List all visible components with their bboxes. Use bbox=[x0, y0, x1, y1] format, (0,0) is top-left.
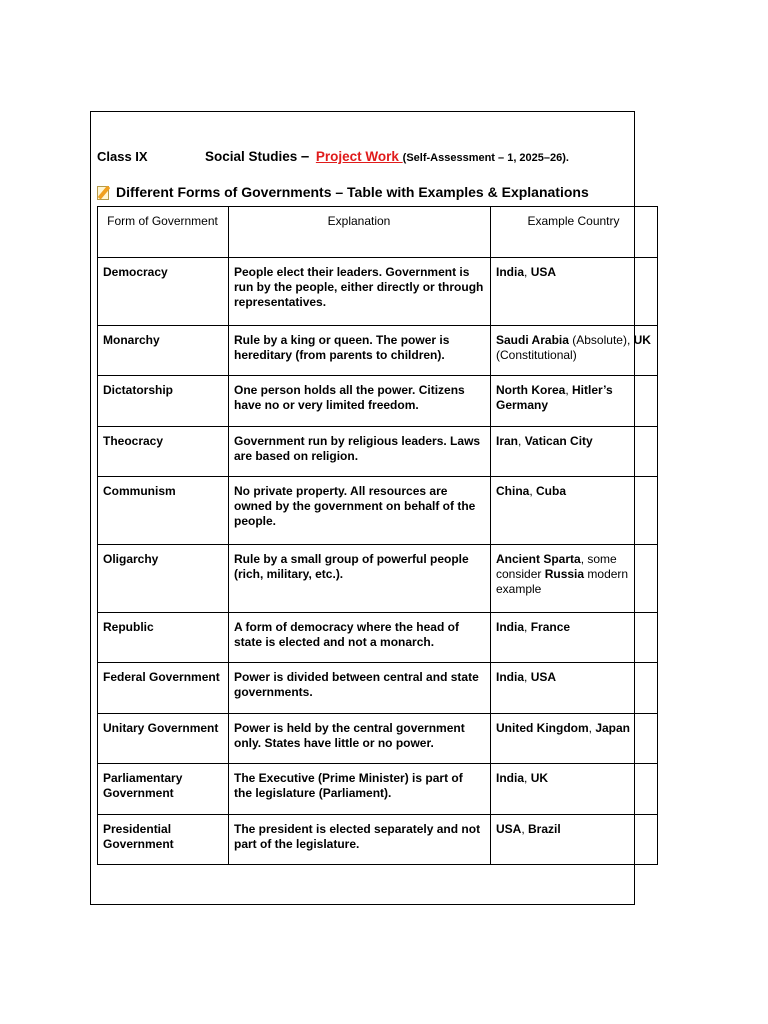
example-fragment: France bbox=[530, 620, 571, 634]
example-fragment: , bbox=[518, 434, 525, 448]
table-title bbox=[97, 184, 657, 200]
table-row bbox=[98, 376, 658, 427]
example-fragment: USA bbox=[496, 822, 522, 836]
cell-form: Monarchy bbox=[98, 326, 229, 376]
example-fragment: India bbox=[496, 620, 525, 634]
governments-table bbox=[97, 206, 658, 865]
cell-form: Theocracy bbox=[98, 427, 229, 477]
cell-example bbox=[491, 545, 658, 613]
example-fragment: USA bbox=[530, 265, 557, 279]
cell-explanation: People elect their leaders. Government is run by the people, either directly or through representatives. bbox=[229, 258, 491, 326]
example-fragment: USA bbox=[530, 670, 557, 684]
example-fragment: Cuba bbox=[536, 484, 567, 498]
table-row bbox=[98, 477, 658, 545]
example-fragment: Brazil bbox=[528, 822, 561, 836]
example-fragment: , bbox=[565, 383, 573, 397]
cell-form: Unitary Government bbox=[98, 714, 229, 764]
table-row bbox=[98, 326, 658, 376]
table-header-row bbox=[98, 207, 658, 258]
example-fragment: , bbox=[524, 670, 531, 684]
table-row bbox=[98, 427, 658, 477]
project-work-label: Project Work bbox=[315, 149, 403, 164]
cell-explanation: One person holds all the power. Citizens have no or very limited freedom. bbox=[229, 376, 491, 427]
cell-example bbox=[491, 258, 658, 326]
example-fragment: India bbox=[496, 670, 525, 684]
table-row bbox=[98, 714, 658, 764]
cell-explanation: Power is divided between central and state governments. bbox=[229, 663, 491, 714]
document-header bbox=[97, 148, 657, 165]
table-row bbox=[98, 258, 658, 326]
cell-explanation: A form of democracy where the head of state is elected and not a monarch. bbox=[229, 613, 491, 663]
column-header-form: Form of Government bbox=[98, 207, 229, 258]
example-fragment: India bbox=[496, 771, 525, 785]
column-header-explanation: Explanation bbox=[229, 207, 491, 258]
cell-form: Federal Government bbox=[98, 663, 229, 714]
example-fragment: , bbox=[529, 484, 537, 498]
cell-example bbox=[491, 764, 658, 815]
cell-example bbox=[491, 613, 658, 663]
example-fragment: China bbox=[496, 484, 530, 498]
cell-example bbox=[491, 663, 658, 714]
cell-explanation: No private property. All resources are owned by the government on behalf of the people. bbox=[229, 477, 491, 545]
example-fragment: modern example bbox=[496, 567, 629, 596]
example-fragment: UK bbox=[530, 771, 549, 785]
title-dash: – bbox=[300, 148, 310, 165]
cell-example bbox=[491, 376, 658, 427]
example-fragment: , bbox=[521, 822, 529, 836]
cell-example bbox=[491, 714, 658, 764]
memo-icon bbox=[97, 185, 111, 200]
table-title-text: Different Forms of Governments – Table with Examples & Explanations bbox=[116, 184, 589, 200]
example-fragment: North Korea bbox=[496, 383, 566, 397]
cell-form: Parliamentary Government bbox=[98, 764, 229, 815]
cell-form: Democracy bbox=[98, 258, 229, 326]
example-fragment: , bbox=[588, 721, 596, 735]
example-fragment: Vatican City bbox=[524, 434, 593, 448]
cell-example bbox=[491, 477, 658, 545]
cell-form: Republic bbox=[98, 613, 229, 663]
table-row bbox=[98, 663, 658, 714]
example-fragment: , bbox=[524, 620, 531, 634]
cell-form: Oligarchy bbox=[98, 545, 229, 613]
example-fragment: Japan bbox=[595, 721, 631, 735]
cell-example bbox=[491, 427, 658, 477]
table-row bbox=[98, 815, 658, 865]
example-fragment: Ancient Sparta bbox=[496, 552, 581, 566]
example-fragment: Hitler’s Germany bbox=[496, 383, 613, 412]
class-label: Class IX bbox=[97, 149, 148, 164]
table-row bbox=[98, 545, 658, 613]
cell-explanation: The Executive (Prime Minister) is part of the legislature (Parliament). bbox=[229, 764, 491, 815]
assessment-label: (Self-Assessment – 1, 2025–26). bbox=[402, 152, 569, 164]
example-fragment: United Kingdom bbox=[496, 721, 589, 735]
cell-form: Presidential Government bbox=[98, 815, 229, 865]
cell-explanation: Rule by a king or queen. The power is hereditary (from parents to children). bbox=[229, 326, 491, 376]
example-fragment: (Constitutional) bbox=[496, 348, 577, 362]
table-row bbox=[98, 613, 658, 663]
cell-explanation: The president is elected separately and not part of the legislature. bbox=[229, 815, 491, 865]
subject-title: Social Studies bbox=[205, 149, 298, 164]
example-fragment: Saudi Arabia bbox=[496, 333, 569, 347]
cell-explanation: Power is held by the central government only. States have little or no power. bbox=[229, 714, 491, 764]
column-header-example: Example Country bbox=[491, 207, 658, 258]
cell-explanation: Government run by religious leaders. Laws are based on religion. bbox=[229, 427, 491, 477]
document-page bbox=[90, 111, 651, 905]
example-fragment: (Absolute), bbox=[568, 333, 634, 347]
example-fragment: UK bbox=[633, 333, 651, 347]
example-fragment: India bbox=[496, 265, 525, 279]
cell-example bbox=[491, 815, 658, 865]
cell-form: Communism bbox=[98, 477, 229, 545]
cell-explanation: Rule by a small group of powerful people (rich, military, etc.). bbox=[229, 545, 491, 613]
cell-example bbox=[491, 326, 658, 376]
example-fragment: Russia bbox=[544, 567, 585, 581]
cell-form: Dictatorship bbox=[98, 376, 229, 427]
example-fragment: , some consider bbox=[496, 552, 617, 581]
example-fragment: , bbox=[524, 771, 531, 785]
example-fragment: Iran bbox=[496, 434, 519, 448]
example-fragment: , bbox=[524, 265, 531, 279]
table-row bbox=[98, 764, 658, 815]
